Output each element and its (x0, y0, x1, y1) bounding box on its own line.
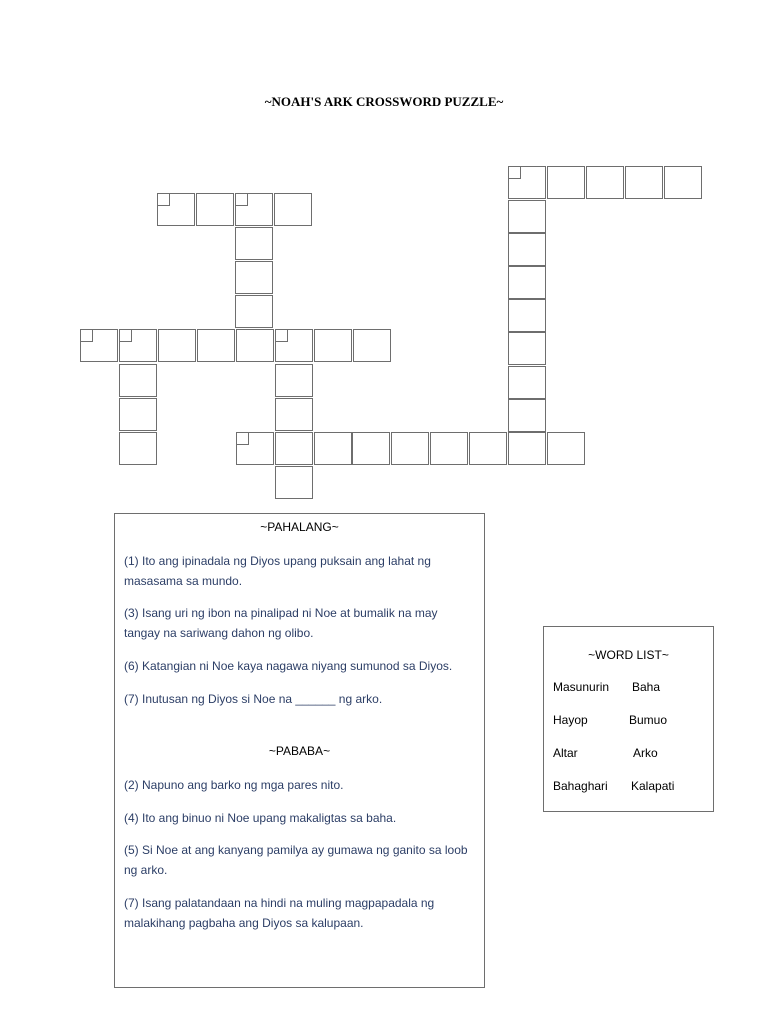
down-clue-5: (5) Si Noe at ang kanyang pamilya ay gumawa ng ganito sa loob ng arko. (124, 843, 468, 877)
crossword-cell[interactable] (469, 432, 507, 465)
crossword-cell[interactable] (508, 399, 546, 432)
word-list-box (543, 626, 714, 812)
crossword-cell[interactable] (235, 295, 273, 328)
crossword-cell[interactable] (508, 200, 546, 233)
clues-box (114, 513, 485, 988)
word-list-heading: ~WORD LIST~ (588, 648, 669, 662)
word-list-item: Altar (553, 746, 578, 760)
word-list-item: Arko (633, 746, 658, 760)
crossword-cell[interactable] (547, 166, 585, 199)
clue-number-box (509, 167, 521, 179)
crossword-cell[interactable] (274, 193, 312, 226)
word-list-item: Masunurin (553, 680, 610, 694)
clue-number-box (276, 330, 288, 342)
pahalang-heading: ~PAHALANG~ (260, 520, 339, 534)
crossword-cell[interactable] (119, 364, 157, 397)
crossword-cell[interactable] (314, 329, 352, 362)
clue-number-box (236, 194, 248, 206)
crossword-cell[interactable] (352, 432, 390, 465)
crossword-cell[interactable] (235, 261, 273, 294)
crossword-cell[interactable] (235, 227, 273, 260)
word-list-item: Bahaghari (553, 779, 608, 793)
crossword-cell[interactable] (119, 398, 157, 431)
crossword-cell[interactable] (158, 329, 196, 362)
crossword-cell[interactable] (236, 432, 274, 465)
clue-number-box (158, 194, 170, 206)
crossword-cell[interactable] (275, 466, 313, 499)
crossword-cell[interactable] (664, 166, 702, 199)
word-list-item: Baha (632, 680, 661, 694)
across-clue-6: (6) Katangian ni Noe kaya nagawa niyang sumunod sa Diyos. (124, 659, 453, 673)
down-clue-2: (2) Napuno ang barko ng mga pares nito. (124, 778, 344, 792)
word-list-item: Bumuo (629, 713, 668, 727)
down-clue-7: (7) Isang palatandaan na hindi na muling magpapadala ng malakihang pagbaha ang Diyos sa kalupaan. (124, 896, 435, 930)
crossword-cell[interactable] (430, 432, 468, 465)
crossword-cell[interactable] (508, 366, 546, 399)
clue-number-box (81, 330, 93, 342)
crossword-cell[interactable] (508, 332, 546, 365)
crossword-cell[interactable] (586, 166, 624, 199)
crossword-cell[interactable] (80, 329, 118, 362)
across-clue-7: (7) Inutusan ng Diyos si Noe na ______ ng arko. (124, 692, 383, 706)
across-clue-1: (1) Ito ang ipinadala ng Diyos upang puksain ang lahat ng masasama sa mundo. (124, 554, 431, 588)
across-clue-3: (3) Isang uri ng ibon na pinalipad ni Noe at bumalik na may tangay na sariwang dahon ng olibo. (124, 606, 438, 640)
crossword-cell[interactable] (157, 193, 195, 226)
crossword-cell[interactable] (236, 329, 274, 362)
down-clue-4: (4) Ito ang binuo ni Noe upang makaligtas sa baha. (124, 811, 397, 825)
crossword-cell[interactable] (391, 432, 429, 465)
crossword-cell[interactable] (275, 364, 313, 397)
crossword-cell[interactable] (119, 432, 157, 465)
crossword-cell[interactable] (235, 193, 273, 226)
crossword-cell[interactable] (508, 166, 546, 199)
word-list-item: Hayop (553, 713, 588, 727)
page-title: ~NOAH'S ARK CROSSWORD PUZZLE~ (264, 94, 504, 109)
crossword-cell[interactable] (275, 432, 313, 465)
crossword-cell[interactable] (547, 432, 585, 465)
crossword-cell[interactable] (508, 432, 546, 465)
crossword-cell[interactable] (197, 329, 235, 362)
crossword-cell[interactable] (508, 299, 546, 332)
crossword-cell[interactable] (196, 193, 234, 226)
crossword-cell[interactable] (508, 266, 546, 299)
crossword-cell[interactable] (625, 166, 663, 199)
clue-number-box (237, 433, 249, 445)
pababa-heading: ~PABABA~ (268, 744, 331, 758)
word-list-item: Kalapati (631, 779, 675, 793)
crossword-cell[interactable] (275, 329, 313, 362)
clue-number-box (120, 330, 132, 342)
crossword-cell[interactable] (508, 233, 546, 266)
crossword-cell[interactable] (314, 432, 352, 465)
crossword-cell[interactable] (275, 398, 313, 431)
crossword-cell[interactable] (353, 329, 391, 362)
crossword-cell[interactable] (119, 329, 157, 362)
